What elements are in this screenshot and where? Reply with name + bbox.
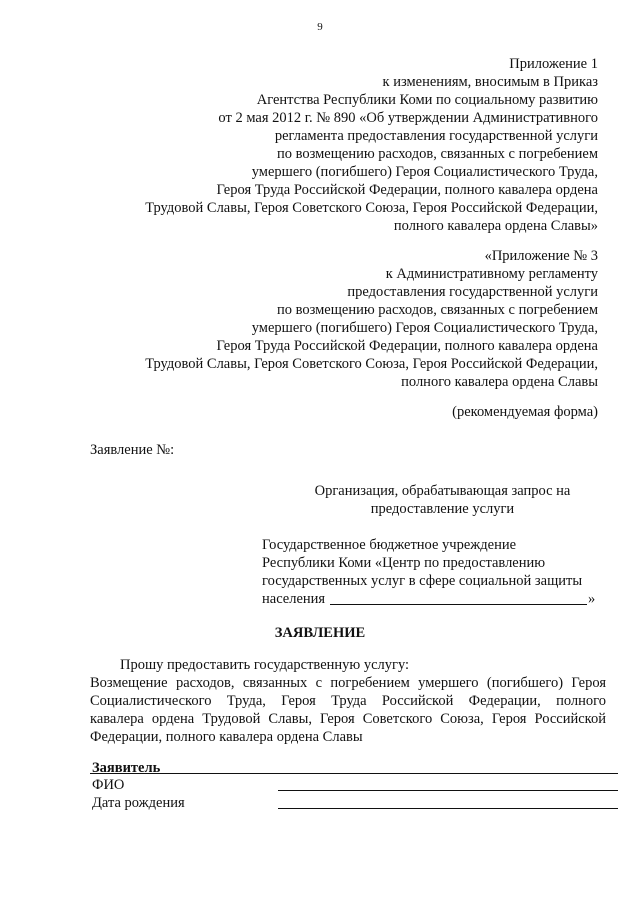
organization-name-line: государственных услуг в сфере социальной защиты [262, 573, 583, 589]
statement-title: ЗАЯВЛЕНИЕ [274, 625, 366, 641]
organization-quote-close: » [588, 591, 596, 607]
service-line: кавалера ордена Трудовой Славы, Героя Советского Союза, Героя Российской [90, 711, 606, 727]
appendix3-line: полного кавалера ордена Славы [401, 374, 598, 390]
fio-label: ФИО [92, 777, 125, 793]
organization-heading: предоставление услуги [370, 501, 515, 517]
organization-name-line: населения [262, 591, 326, 607]
organization-name-underline [330, 604, 587, 605]
appendix1-line: по возмещению расходов, связанных с погребением [276, 146, 598, 162]
organization-name-line: Государственное бюджетное учреждение [262, 537, 517, 553]
applicant-heading-rule [90, 773, 618, 774]
organization-name-line: Республики Коми «Центр по предоставлению [262, 555, 546, 571]
page-number: 9 [317, 21, 323, 33]
appendix3-line: Трудовой Славы, Героя Советского Союза, Героя Российской Федерации, [145, 356, 598, 372]
service-line: Возмещение расходов, связанных с погребением умершего (погибшего) Героя [90, 675, 606, 691]
appendix1-line: Героя Труда Российской Федерации, полного кавалера ордена [216, 182, 598, 198]
appendix1-line: полного кавалера ордена Славы» [393, 218, 598, 234]
applicant-heading: Заявитель [92, 760, 161, 776]
appendix1-line: регламента предоставления государственной услуги [274, 128, 598, 144]
application-number-label: Заявление №: [90, 442, 175, 458]
organization-heading: Организация, обрабатывающая запрос на [314, 483, 571, 499]
birth-date-label: Дата рождения [92, 795, 185, 811]
service-line: Федерации, полного кавалера ордена Славы [90, 729, 363, 745]
appendix3-line: Героя Труда Российской Федерации, полного кавалера ордена [216, 338, 598, 354]
appendix1-line: Агентства Республики Коми по социальному развитию [256, 92, 598, 108]
service-line: Социалистического Труда, Героя Труда Российской Федерации, полного [90, 693, 606, 709]
appendix3-line: предоставления государственной услуги [347, 284, 598, 300]
fio-field[interactable] [278, 790, 618, 791]
appendix1-line: к изменениям, вносимым в Приказ [382, 74, 598, 90]
appendix3-line: умершего (погибшего) Героя Социалистического Труда, [251, 320, 598, 336]
appendix3-line: по возмещению расходов, связанных с погребением [276, 302, 598, 318]
recommended-form-note: (рекомендуемая форма) [452, 404, 598, 420]
appendix3-line: к Административному регламенту [385, 266, 598, 282]
request-line: Прошу предоставить государственную услугу: [120, 657, 410, 673]
appendix1-line: Приложение 1 [509, 56, 598, 72]
appendix3-line: «Приложение № 3 [484, 248, 598, 264]
appendix1-line: Трудовой Славы, Героя Советского Союза, Героя Российской Федерации, [145, 200, 598, 216]
appendix1-line: умершего (погибшего) Героя Социалистического Труда, [251, 164, 598, 180]
birth-date-field[interactable] [278, 808, 618, 809]
appendix1-line: от 2 мая 2012 г. № 890 «Об утверждении Административного [218, 110, 598, 126]
